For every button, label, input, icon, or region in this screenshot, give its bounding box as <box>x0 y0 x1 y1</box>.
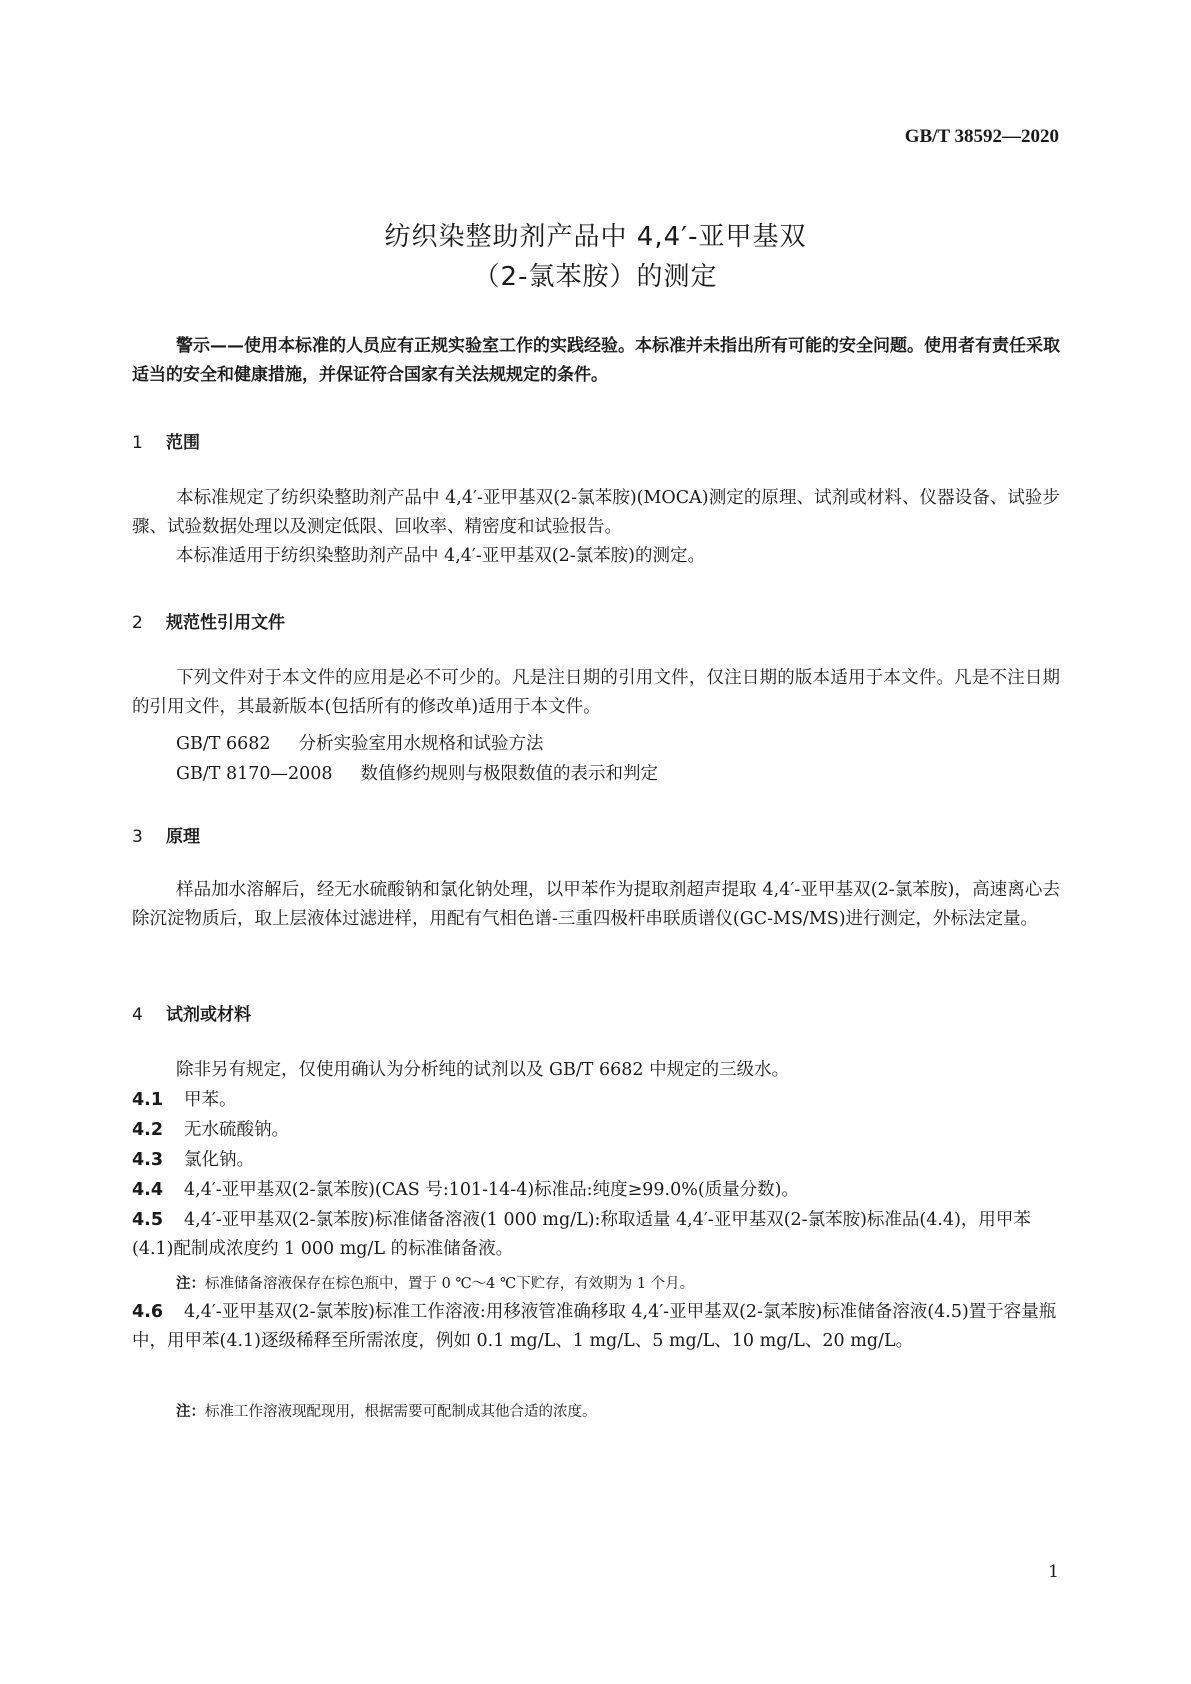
note-label: 注： <box>176 1276 205 1292</box>
item-number: 4.1 <box>132 1090 164 1110</box>
section-title: 规范性引用文件 <box>166 613 285 633</box>
section-2-heading <box>132 608 285 633</box>
reagent-item <box>132 1086 1060 1115</box>
page-number: 1 <box>1048 1562 1059 1582</box>
normative-references-intro: 下列文件对于本文件的应用是必不可少的。凡是注日期的引用文件，仅注日期的版本适用于本文件。凡是不注日期的引用文件，其最新版本(包括所有的修改单)适用于本文件。 <box>132 668 1060 717</box>
document-title-line2: （2-氯苯胺）的测定 <box>473 262 718 292</box>
reference-code: GB/T 6682 <box>176 734 271 754</box>
note-text: 标准储备溶液保存在棕色瓶中，置于 0 ℃～4 ℃下贮存，有效期为 1 个月。 <box>205 1276 695 1292</box>
section-title: 试剂或材料 <box>166 1005 251 1025</box>
item-text: 甲苯。 <box>184 1090 237 1110</box>
item-text: 4,4′-亚甲基双(2-氯苯胺)标准储备溶液(1 000 mg/L):称取适量 4,4′-亚甲基双(2-氯苯胺)标准品(4.4)，用甲苯(4.1)配制成浓度约 1 000 mg/L 的标准储备液。 <box>132 1210 1031 1259</box>
item-number: 4.5 <box>132 1210 164 1230</box>
section-4-heading <box>132 1000 251 1025</box>
note-label: 注： <box>176 1404 205 1420</box>
note <box>176 1272 694 1293</box>
reagents-intro: 除非另有规定，仅使用确认为分析纯的试剂以及 GB/T 6682 中规定的三级水。 <box>176 1060 790 1080</box>
reference-item <box>176 730 544 755</box>
section-title: 原理 <box>166 827 200 847</box>
item-number: 4.4 <box>132 1180 164 1200</box>
section-3-heading <box>132 822 200 847</box>
reagent-item <box>132 1146 1060 1175</box>
reference-title: 分析实验室用水规格和试验方法 <box>298 734 544 754</box>
reference-title: 数值修约规则与极限数值的表示和判定 <box>360 764 659 784</box>
item-text: 氯化钠。 <box>184 1150 254 1170</box>
reference-item <box>176 760 658 785</box>
reagent-item <box>132 1298 1060 1356</box>
reagent-item <box>132 1116 1060 1145</box>
note <box>176 1400 597 1421</box>
item-text: 4,4′-亚甲基双(2-氯苯胺)(CAS 号:101-14-4)标准品:纯度≥99.0%(质量分数)。 <box>184 1180 799 1200</box>
section-number: 2 <box>132 613 143 633</box>
item-number: 4.6 <box>132 1302 164 1322</box>
warning-paragraph: 警示——使用本标准的人员应有正规实验室工作的实践经验。本标准并未指出所有可能的安全问题。使用者有责任采取适当的安全和健康措施，并保证符合国家有关法规规定的条件。 <box>132 336 1060 385</box>
item-text: 4,4′-亚甲基双(2-氯苯胺)标准工作溶液:用移液管准确移取 4,4′-亚甲基双(2-氯苯胺)标准储备溶液(4.5)置于容量瓶中，用甲苯(4.1)逐级稀释至所需浓度，例如 0.1 mg/L、1 mg/L、5 mg/L、10 mg/L、20 mg/L。 <box>132 1302 1057 1351</box>
section-number: 3 <box>132 827 143 847</box>
reagent-item <box>132 1176 1060 1205</box>
document-title-line1: 纺织染整助剂产品中 4,4′-亚甲基双 <box>384 222 807 252</box>
reference-code: GB/T 8170—2008 <box>176 764 333 784</box>
scope-paragraph-1: 本标准规定了纺织染整助剂产品中 4,4′-亚甲基双(2-氯苯胺)(MOCA)测定的原理、试剂或材料、仪器设备、试验步骤、试验数据处理以及测定低限、回收率、精密度和试验报告。 <box>132 488 1060 537</box>
section-number: 1 <box>132 433 143 453</box>
scope-paragraph-2: 本标准适用于纺织染整助剂产品中 4,4′-亚甲基双(2-氯苯胺)的测定。 <box>176 546 705 566</box>
reagent-item <box>132 1206 1060 1264</box>
note-text: 标准工作溶液现配现用，根据需要可配制成其他合适的浓度。 <box>205 1404 597 1420</box>
item-number: 4.2 <box>132 1120 164 1140</box>
principle-paragraph: 样品加水溶解后，经无水硫酸钠和氯化钠处理，以甲苯作为提取剂超声提取 4,4′-亚甲基双(2-氯苯胺)，高速离心去除沉淀物质后，取上层液体过滤进样，用配有气相色谱-三重四极杆串联质谱仪(GC-MS/MS)进行测定，外标法定量。 <box>132 880 1060 929</box>
item-text: 无水硫酸钠。 <box>184 1120 289 1140</box>
section-number: 4 <box>132 1005 143 1025</box>
item-number: 4.3 <box>132 1150 164 1170</box>
section-1-heading <box>132 428 200 453</box>
section-title: 范围 <box>166 433 200 453</box>
standard-number: GB/T 38592—2020 <box>904 126 1059 147</box>
